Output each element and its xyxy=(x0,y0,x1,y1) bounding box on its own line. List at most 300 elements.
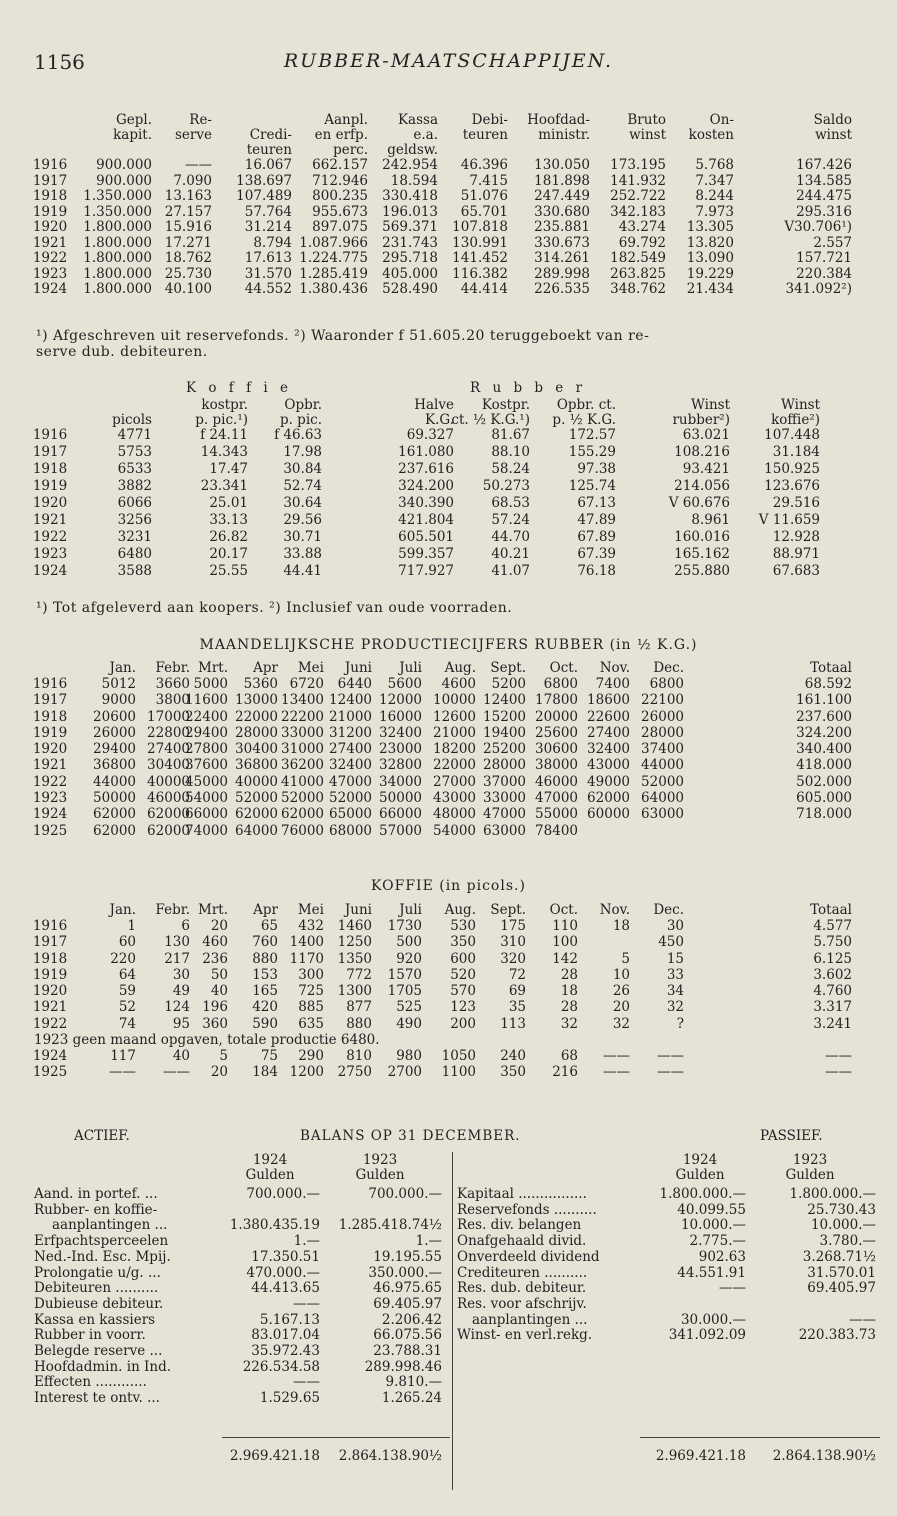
balance-divider xyxy=(452,1152,453,1490)
table-cell: 74000 xyxy=(185,822,228,839)
table-cell: 1921 xyxy=(32,234,68,251)
table-cell: 40.100 xyxy=(164,281,212,297)
table-cell: 15.916 xyxy=(164,219,212,235)
table-cell: 32400 xyxy=(379,724,422,741)
table-row-1923: 1923 geen maand opgaven, totale productie 6480. xyxy=(34,1032,380,1049)
month-header: Juni xyxy=(344,660,372,676)
table-cell: 44.41 xyxy=(283,563,322,579)
table-cell: 216 xyxy=(552,1064,578,1081)
table-cell: 40.21 xyxy=(491,546,530,562)
table-cell: 255.880 xyxy=(674,563,730,579)
table-cell: 6480 xyxy=(117,546,152,562)
month-header: Sept. xyxy=(490,902,526,918)
table-cell: 54000 xyxy=(185,790,228,807)
table-cell: 50.273 xyxy=(482,478,530,494)
table-cell: 47.89 xyxy=(577,512,616,528)
table-cell: 33 xyxy=(666,966,684,983)
table-cell: 330.680 xyxy=(534,203,590,220)
table-cell: 36200 xyxy=(281,757,324,774)
table-cell: 25200 xyxy=(483,741,526,758)
column-header: Halve xyxy=(414,397,454,413)
asset-value-1924: 1.— xyxy=(293,1233,320,1250)
table-cell: 1916 xyxy=(32,918,68,934)
table-cell: 33000 xyxy=(281,724,324,741)
table-cell: 52000 xyxy=(641,773,684,790)
table-cell: 13.163 xyxy=(164,188,212,204)
asset-label: Aand. in portef. ... xyxy=(34,1186,158,1202)
table-cell: 52000 xyxy=(235,790,278,807)
table-cell: 1916 xyxy=(32,676,68,692)
table-cell: 5.768 xyxy=(695,157,734,173)
table-cell: 6440 xyxy=(337,676,372,692)
table-cell: 635 xyxy=(298,1015,324,1032)
table-cell: 116.382 xyxy=(452,265,508,282)
table-cell: 520 xyxy=(450,966,476,983)
table-cell: 57.764 xyxy=(244,203,292,220)
month-header: Juli xyxy=(399,902,422,918)
table-cell: 117 xyxy=(110,1048,136,1065)
liability-label: Res. dub. debiteur. xyxy=(457,1280,587,1297)
table-cell: —— xyxy=(109,1064,136,1081)
month-header: Mei xyxy=(297,660,324,676)
asset-label: Rubber- en koffie- xyxy=(34,1201,158,1218)
asset-value-1923: 289.998.46 xyxy=(364,1358,442,1375)
table-cell: 58.24 xyxy=(491,461,530,477)
table-cell: 1924 xyxy=(32,1048,68,1065)
asset-value-1924: 83.017.04 xyxy=(251,1327,320,1344)
table-cell: 31.570 xyxy=(244,265,292,282)
table-cell: 1923 xyxy=(32,790,68,807)
table-cell: 600 xyxy=(450,950,476,967)
column-header: perc. xyxy=(333,142,368,158)
table-cell: 13.305 xyxy=(686,219,734,235)
table-cell: 6720 xyxy=(289,676,324,692)
liability-label: Crediteuren .......... xyxy=(457,1264,588,1281)
table-row xyxy=(30,918,880,934)
table-cell: 167.426 xyxy=(796,157,852,173)
table-row xyxy=(30,204,880,220)
liability-value-1923: 1.800.000.— xyxy=(789,1186,876,1202)
column-header: p. pic.¹) xyxy=(195,412,248,428)
table-cell: 20000 xyxy=(535,708,578,725)
table-cell: 124 xyxy=(164,999,190,1016)
table-cell: 20 xyxy=(612,999,630,1016)
table-cell: 27000 xyxy=(433,773,476,790)
table-row xyxy=(30,461,880,478)
table-cell: 1922 xyxy=(32,773,68,790)
table-cell: 50000 xyxy=(379,790,422,807)
table-cell: 22800 xyxy=(147,724,190,741)
table-cell: 760 xyxy=(252,934,278,951)
header-row xyxy=(30,112,880,127)
table-cell: 130.050 xyxy=(534,157,590,173)
table-cell: 1921 xyxy=(32,757,68,774)
table-cell: 41.07 xyxy=(491,563,530,579)
table-cell: 36800 xyxy=(93,757,136,774)
table-cell: 69 xyxy=(508,983,526,1000)
column-header: kapit. xyxy=(113,127,152,143)
liability-value-1924: 30.000.— xyxy=(680,1311,746,1328)
table-cell: 1923 xyxy=(32,265,68,282)
table-cell: 1250 xyxy=(337,934,372,951)
column-header: Aanpl. xyxy=(324,112,368,128)
table-cell: V 11.659 xyxy=(758,512,820,528)
column-header: Debi- xyxy=(471,112,508,128)
asset-value-1924: 5.167.13 xyxy=(259,1311,320,1328)
table-cell: 123 xyxy=(450,999,476,1016)
asset-value-1923: 1.— xyxy=(415,1233,442,1250)
table-cell: 49 xyxy=(172,983,190,1000)
table-cell: 880 xyxy=(346,1015,372,1032)
table-cell: 26000 xyxy=(93,724,136,741)
asset-label: Rubber in voorr. xyxy=(34,1327,146,1344)
table-cell: 1922 xyxy=(32,529,68,545)
column-header: Winst xyxy=(780,397,820,413)
liability-label: Reservefonds .......... xyxy=(457,1201,597,1218)
month-header-row xyxy=(30,902,880,918)
table-cell: 76000 xyxy=(281,822,324,839)
header-row xyxy=(30,412,880,427)
table-cell: 181.898 xyxy=(534,172,590,189)
table-cell: 26 xyxy=(612,983,630,1000)
table-cell: 113 xyxy=(500,1015,526,1032)
month-header: Febr. xyxy=(155,902,190,918)
table-row xyxy=(30,774,880,790)
table-cell: 17800 xyxy=(535,692,578,709)
table-cell: 18200 xyxy=(433,741,476,758)
table-cell: 295.718 xyxy=(382,250,438,266)
table-row xyxy=(30,757,880,773)
table-cell: 81.67 xyxy=(491,427,530,443)
table-cell: 2700 xyxy=(387,1064,422,1081)
table-cell: 18 xyxy=(612,918,630,934)
table-cell: 16.067 xyxy=(244,157,292,173)
table-cell: 897.075 xyxy=(312,219,368,235)
table-cell: 125.74 xyxy=(568,478,616,494)
table-cell: 66000 xyxy=(379,806,422,823)
asset-value-1923: 23.788.31 xyxy=(373,1343,442,1359)
table-cell: 35 xyxy=(508,999,526,1016)
table-cell: 405.000 xyxy=(382,265,438,282)
table-cell: 52.74 xyxy=(283,478,322,494)
table-row xyxy=(30,934,880,950)
page-number: 1156 xyxy=(34,50,85,74)
table-cell: 130 xyxy=(164,934,190,951)
table-cell: 55000 xyxy=(535,806,578,823)
table-cell: 196.013 xyxy=(382,203,438,220)
table-cell: 3.317 xyxy=(813,999,852,1016)
table-cell: 32400 xyxy=(587,741,630,758)
table-cell: 7.090 xyxy=(173,172,212,189)
koffie-production-caption: KOFFIE (in picols.) xyxy=(371,878,526,894)
column-header: On- xyxy=(709,112,734,128)
table-cell: 40 xyxy=(210,983,228,1000)
table-cell: 18.762 xyxy=(164,250,212,266)
table-cell: 17.47 xyxy=(209,461,248,477)
table-cell: 34 xyxy=(666,983,684,1000)
table-cell: 1921 xyxy=(32,512,68,528)
table-cell: 569.371 xyxy=(382,219,438,235)
table-cell: 900.000 xyxy=(96,172,152,189)
header-row xyxy=(30,397,880,412)
table-cell: 30600 xyxy=(535,741,578,758)
table-cell: 21000 xyxy=(433,724,476,741)
table-cell: 300 xyxy=(298,966,324,983)
table-cell: 64000 xyxy=(235,822,278,839)
table-cell: 67.13 xyxy=(577,495,616,511)
column-header: p. ½ K.G. xyxy=(552,412,616,428)
table-cell: 1922 xyxy=(32,1015,68,1032)
table-cell: —— xyxy=(825,1048,852,1065)
month-header: Mrt. xyxy=(198,902,228,918)
table-cell: 130.991 xyxy=(452,234,508,251)
table-cell: 1.087.966 xyxy=(299,234,368,251)
table-cell: 182.549 xyxy=(610,250,666,266)
footnote-line: ¹) Afgeschreven uit reservefonds. ²) Waaronder f 51.605.20 teruggeboekt van re- xyxy=(36,328,650,344)
liability-label: Res. voor afschrijv. xyxy=(457,1295,587,1312)
balance-sheet xyxy=(0,1152,897,1492)
table-cell: 22000 xyxy=(235,708,278,725)
table-cell: 19.229 xyxy=(686,265,734,282)
column-header: kostpr. xyxy=(201,397,248,413)
asset-label: Effecten ............ xyxy=(34,1374,147,1391)
table-cell: 40000 xyxy=(147,773,190,790)
month-header: Totaal xyxy=(810,902,852,918)
table-cell: 21.434 xyxy=(686,281,734,297)
table-cell: 44.552 xyxy=(244,281,292,297)
table-cell: 4771 xyxy=(117,427,152,443)
asset-value-1923: 19.195.55 xyxy=(373,1248,442,1265)
table-cell: 22100 xyxy=(641,692,684,709)
table-cell: 217 xyxy=(164,950,190,967)
table-row xyxy=(30,806,880,822)
table-cell: 27800 xyxy=(185,741,228,758)
unit-header: Gulden xyxy=(785,1167,835,1183)
column-header: Kostpr. xyxy=(481,397,530,413)
liability-value-1924: 44.551.91 xyxy=(677,1264,746,1281)
table-cell: 1.800.000 xyxy=(83,265,152,282)
table-cell: 3800 xyxy=(155,692,190,709)
table-cell: 6533 xyxy=(117,461,152,477)
liability-value-1923: 31.570.01 xyxy=(807,1264,876,1281)
passief-label: PASSIEF. xyxy=(760,1128,823,1144)
table-cell: 15200 xyxy=(483,708,526,725)
table-row xyxy=(30,173,880,189)
table-cell: 5753 xyxy=(117,444,152,460)
table-cell: 57000 xyxy=(379,822,422,839)
table-cell: 590 xyxy=(252,1015,278,1032)
table-cell: 320 xyxy=(500,950,526,967)
table-cell: 40000 xyxy=(235,773,278,790)
table-cell: 31.184 xyxy=(772,444,820,460)
table-cell: 810 xyxy=(346,1048,372,1065)
table-cell: 1920 xyxy=(32,219,68,235)
table-cell: 1.800.000 xyxy=(83,219,152,235)
table-cell: 1.350.000 xyxy=(83,188,152,204)
table-cell: 52 xyxy=(118,999,136,1016)
column-header: Re- xyxy=(189,112,212,128)
table-cell: 12400 xyxy=(483,692,526,709)
table-cell: 22000 xyxy=(433,757,476,774)
column-header: K.G. xyxy=(425,412,454,428)
table-cell: 62000 xyxy=(281,806,324,823)
table-cell: 76.18 xyxy=(577,563,616,579)
table-cell: 1570 xyxy=(387,966,422,983)
liability-label: Onverdeeld dividend xyxy=(457,1248,600,1265)
asset-value-1923: 350.000.— xyxy=(368,1264,442,1281)
table-cell: 26000 xyxy=(641,708,684,725)
asset-label: Ned.-Ind. Esc. Mpij. xyxy=(34,1248,171,1265)
table-cell: 5012 xyxy=(101,676,136,692)
table-cell: 68.53 xyxy=(491,495,530,511)
table-cell: 1917 xyxy=(32,444,68,460)
month-header: Jan. xyxy=(109,902,136,918)
table-cell: 1460 xyxy=(337,918,372,934)
table-cell: ? xyxy=(676,1015,684,1032)
table-cell: 153 xyxy=(252,966,278,983)
table-cell: 1920 xyxy=(32,495,68,511)
total-1924-passief: 2.969.421.18 xyxy=(655,1448,746,1464)
table-cell: 46.396 xyxy=(460,157,508,173)
table-cell: 350 xyxy=(450,934,476,951)
table-cell: 5600 xyxy=(387,676,422,692)
table-cell: 1920 xyxy=(32,741,68,758)
table-cell: 530 xyxy=(450,918,476,934)
table-cell: 1918 xyxy=(32,708,68,725)
table-cell: 14.343 xyxy=(200,444,248,460)
table-cell: 62000 xyxy=(235,806,278,823)
table-cell: 236 xyxy=(202,950,228,967)
table-cell: 97.38 xyxy=(577,461,616,477)
table-cell: 1.285.419 xyxy=(299,265,368,282)
month-header: Febr. xyxy=(155,660,190,676)
asset-value-1924: —— xyxy=(293,1295,320,1312)
table-cell: 662.157 xyxy=(312,157,368,173)
table-cell: 63000 xyxy=(641,806,684,823)
table-cell: 18600 xyxy=(587,692,630,709)
table-row xyxy=(30,1064,880,1080)
column-header: Gepl. xyxy=(115,112,152,128)
table-cell: 252.722 xyxy=(610,188,666,204)
table-cell: 43000 xyxy=(433,790,476,807)
table-row xyxy=(30,1048,880,1064)
table-cell: 20 xyxy=(210,1064,228,1081)
year-header: 1924 xyxy=(252,1152,288,1168)
table-row xyxy=(30,235,880,251)
asset-label: Debiteuren .......... xyxy=(34,1280,159,1297)
table-cell: 161.100 xyxy=(796,692,852,709)
table-cell: 62000 xyxy=(587,790,630,807)
table-cell: 3256 xyxy=(117,512,152,528)
asset-value-1924: 44.413.65 xyxy=(251,1280,320,1297)
table-cell: 420 xyxy=(252,999,278,1016)
table-cell: 88.10 xyxy=(491,444,530,460)
table-cell: 44000 xyxy=(93,773,136,790)
table-cell: 3660 xyxy=(155,676,190,692)
table-cell: 1.800.000 xyxy=(83,281,152,297)
column-header: ct. ½ K.G.¹) xyxy=(451,412,530,428)
table-cell: 63000 xyxy=(483,822,526,839)
table-cell: 5200 xyxy=(491,676,526,692)
liability-value-1924: 341.092.09 xyxy=(668,1327,746,1344)
table-cell: 5 xyxy=(621,950,630,967)
table-row xyxy=(30,741,880,757)
table-row xyxy=(30,219,880,235)
table-cell: 57.24 xyxy=(491,512,530,528)
table-cell: 46000 xyxy=(535,773,578,790)
table-cell: 50 xyxy=(210,966,228,983)
table-cell: 12600 xyxy=(433,708,476,725)
column-header: Bruto xyxy=(627,112,666,128)
column-header: Winst xyxy=(690,397,730,413)
table-cell: 8.244 xyxy=(695,188,734,204)
table-cell: 40 xyxy=(172,1048,190,1065)
table-cell: 25.55 xyxy=(209,563,248,579)
table-cell: 1916 xyxy=(32,157,68,173)
asset-value-1923: 9.810.— xyxy=(385,1374,442,1391)
table-cell: 528.490 xyxy=(382,281,438,297)
table-cell: 1300 xyxy=(337,983,372,1000)
table-cell: 20600 xyxy=(93,708,136,725)
column-header: geldsw. xyxy=(387,142,438,158)
table-cell: 48000 xyxy=(433,806,476,823)
table-cell: 142 xyxy=(552,950,578,967)
table-cell: 1050 xyxy=(441,1048,476,1065)
asset-value-1923: 66.075.56 xyxy=(373,1327,442,1344)
table-cell: 33.88 xyxy=(283,546,322,562)
column-header: winst xyxy=(629,127,666,143)
table-cell: 880 xyxy=(252,950,278,967)
column-header: e.a. xyxy=(413,127,438,143)
table-cell: 44.70 xyxy=(491,529,530,545)
month-header: Mei xyxy=(297,902,324,918)
table-cell: 141.932 xyxy=(610,172,666,189)
footnote-line: serve dub. debiteuren. xyxy=(36,344,208,360)
table-cell: 32800 xyxy=(379,757,422,774)
table-cell: 8.794 xyxy=(253,234,292,251)
table-cell: 30.71 xyxy=(283,529,322,545)
table-cell: 29400 xyxy=(93,741,136,758)
table-cell: 31200 xyxy=(329,724,372,741)
unit-header: Gulden xyxy=(355,1167,405,1183)
liability-value-1924: 1.800.000.— xyxy=(659,1186,746,1202)
column-header: en erfp. xyxy=(314,127,368,143)
footnote-table2 xyxy=(36,600,512,616)
table-cell: 30400 xyxy=(235,741,278,758)
table-cell: 25600 xyxy=(535,724,578,741)
table-cell: 16000 xyxy=(379,708,422,725)
table-cell: 20.17 xyxy=(209,546,248,562)
asset-value-1924: —— xyxy=(293,1374,320,1391)
table-cell: 175 xyxy=(500,918,526,934)
table-cell: 340.400 xyxy=(796,741,852,758)
table-cell: 605.000 xyxy=(796,790,852,807)
asset-label: Kassa en kassiers xyxy=(34,1311,156,1328)
table-cell: 800.235 xyxy=(312,188,368,204)
table-cell: 263.825 xyxy=(610,265,666,282)
month-header: Juli xyxy=(399,660,422,676)
table-cell: 1 xyxy=(127,918,136,934)
table-cell: 15 xyxy=(666,950,684,967)
table-cell: 900.000 xyxy=(96,157,152,173)
table-cell: 4.760 xyxy=(813,983,852,1000)
table-cell: 44.414 xyxy=(460,281,508,297)
table-row xyxy=(30,709,880,725)
table-cell: 28000 xyxy=(641,724,684,741)
table-cell: 134.585 xyxy=(796,172,852,189)
actief-label: ACTIEF. xyxy=(74,1128,130,1144)
month-header: Oct. xyxy=(549,660,578,676)
